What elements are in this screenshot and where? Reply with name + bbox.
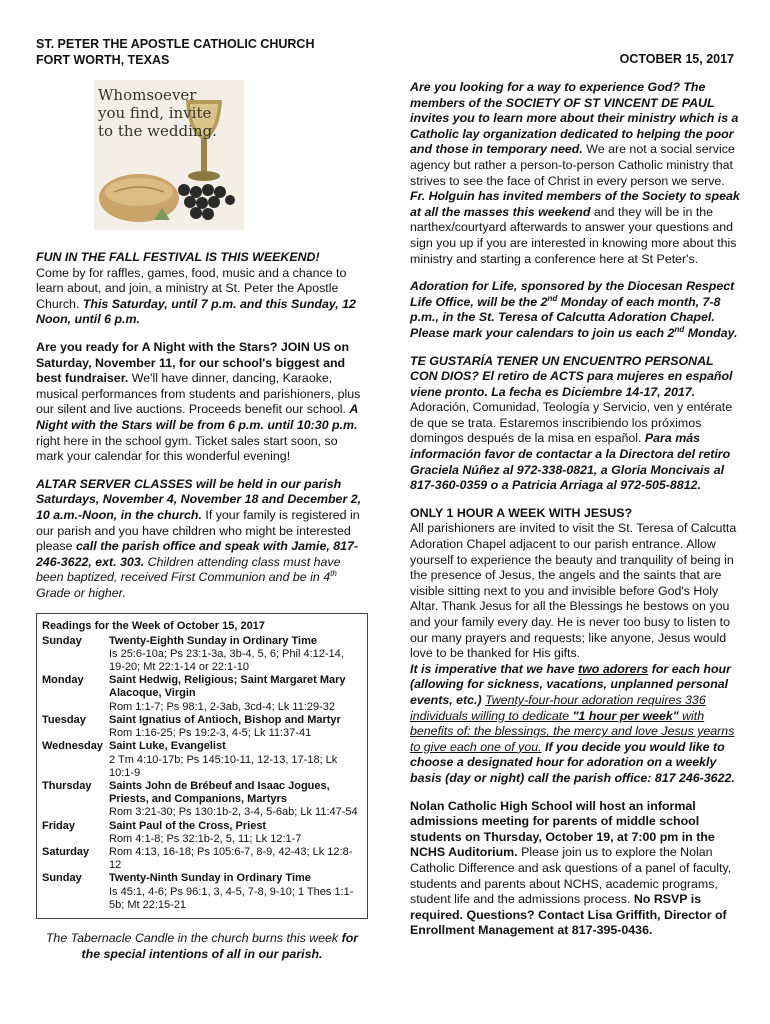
reading-row (42, 780, 362, 820)
imp-a: It is imperative that we have (410, 661, 575, 676)
church-name: ST. PETER THE APOSTLE CATHOLIC CHURCH (36, 37, 315, 51)
left-column (36, 80, 368, 962)
svdp-invite: Fr. Holguin has invited members of the Society to speak at all the masses this weekend (410, 189, 740, 219)
imp-b: for each hour (allowing for sickness, vacations, unplanned personal events, etc.) (410, 661, 731, 707)
stars-end: right here in the school gym. Ticket sales start soon, so mark your calendar for this wonderful evening! (36, 433, 338, 464)
afl-b: Monday of each month, 7-8 p.m., in the St. Teresa of Calcutta Adoration Chapel. Please mark your calendars to join us each 2 (410, 294, 721, 340)
under-b: with benefits of: the blessings, the mercy and love Jesus yearns to give each one of you. (410, 708, 735, 754)
festival-title: FUN IN THE FALL FESTIVAL IS THIS WEEKEND! (36, 250, 320, 264)
candle-intention: for the special intentions of all in our parish. (81, 930, 359, 961)
altar-req-a: Children attending class must have been baptized, received First Communion and be in 4 (36, 554, 341, 585)
reading-body (109, 846, 362, 872)
reading-feast-title: Saint Paul of the Cross, Priest (109, 819, 267, 832)
right-column (410, 80, 740, 951)
church-city: FORT WORTH, TEXAS (36, 53, 170, 67)
reading-body (109, 674, 362, 714)
reading-day: Thursday (42, 779, 92, 792)
stars-intro: Are you ready for A Night with the Stars? JOIN US on Saturday, November 11, for our school's biggest and best fundraiser. (36, 339, 350, 386)
nolan-close: No RSVP is required. Questions? Contact Lisa Griffith, Director of Enrollment Management at 817-395-0436. (410, 892, 727, 938)
festival-body: Come by for raffles, games, food, music and a chance to learn about, and join, a ministry at St. Peter the Apostle Church. (36, 265, 347, 311)
reading-feast-title: Saint Ignatius of Antioch, Bishop and Martyr (109, 713, 341, 726)
reading-day: Sunday (42, 872, 82, 885)
reading-citations: Rom 4:13, 16-18; Ps 105:6-7, 8-9, 42-43; Lk 12:8-12 (109, 845, 353, 872)
weekly-readings-box (36, 613, 368, 918)
festival-notice (36, 250, 368, 328)
reading-feast-title: Twenty-Eighth Sunday in Ordinary Time (109, 634, 318, 647)
tabernacle-candle-note (36, 931, 368, 962)
reading-row (42, 820, 362, 846)
altar-req-sup: th (330, 569, 337, 579)
wedding-chalice-image (94, 80, 244, 230)
reading-body (109, 635, 362, 675)
invite-line-2: you find, invite (98, 104, 212, 122)
under-quote: "1 hour per week" (572, 708, 679, 723)
imp-underline: two adorers (578, 661, 649, 676)
altar-lead: ALTAR SERVER CLASSES will be held in our parish Saturdays, November 4, November 18 and December 2, 10 a.m.-Noon, in the church. (36, 476, 362, 522)
afl-c: Monday. (687, 325, 738, 340)
candle-text: The Tabernacle Candle in the church burns this week (45, 930, 339, 945)
stars-time: A Night with the Stars will be from 6 p.m. until 10:30 p.m. (36, 402, 358, 432)
reading-day: Monday (42, 674, 84, 687)
reading-feast-title: Twenty-Ninth Sunday in Ordinary Time (109, 872, 311, 885)
stars-notice (36, 340, 368, 465)
reading-citations: Is 45:1, 4-6; Ps 96:1, 3, 4-5, 7-8, 9-10; 1 Thes 1:1-5b; Mt 22:15-21 (109, 885, 354, 911)
reading-row (42, 635, 362, 675)
altar-mid: If your family is registered in our parish and you have children who might be interested please (36, 507, 360, 554)
invite-line-1: Whomsoever (98, 86, 197, 104)
jesus-close: If you decide you would like to choose a designated hour for adoration on a weekly basis (day or night) call the parish office: 817 246-3622. (410, 739, 735, 785)
svdp-lead: Are you looking for a way to experience God? The members of the SOCIETY OF ST VINCENT DE PAUL invites you to learn more about their ministry which is a Catholic lay organization dedicated to helping the poor and those in temporary need. (410, 80, 739, 157)
bulletin-header (36, 36, 314, 68)
reading-row (42, 714, 362, 740)
reading-feast-title: Saints John de Brébeuf and Isaac Jogues, Priests, and Companions, Martyrs (109, 779, 330, 806)
reading-day: Wednesday (42, 740, 103, 753)
reading-body (109, 740, 362, 780)
afl-sup2: nd (674, 324, 685, 334)
reading-citations: Rom 4:1-8; Ps 32:1b-2, 5, 11; Lk 12:1-7 (109, 832, 302, 845)
acts-contact: Para más información favor de contactar a la Directora del retiro Graciela Núñez al 972-338-0821, a Gloria Moncivais al 817-360-0359 o a Patricia Arriaga al 972-505-8812. (410, 431, 731, 493)
reading-feast-title: Saint Hedwig, Religious; Saint Margaret Mary Alacoque, Virgin (109, 674, 346, 700)
wedding-invite-text (98, 86, 217, 140)
reading-row (42, 740, 362, 780)
reading-citations: Rom 1:16-25; Ps 19:2-3, 4-5; Lk 11:37-41 (109, 727, 312, 740)
altar-call: call the parish office and speak with Jamie, 817-246-3622, ext. 303. (36, 539, 359, 569)
svdp-end: and they will be in the narthex/courtyard afterwards to answer your questions and sign you up if you are interested in knowing more about this ministry and starting a conference here at St Peter's. (410, 204, 737, 266)
reading-day: Tuesday (42, 713, 86, 726)
acts-lead: TE GUSTARÍA TENER UN ENCUENTRO PERSONAL CON DIOS? El retiro de ACTS para mujeres en español viene pronto. La fecha es Diciembre 14-17, 2017. (410, 353, 733, 399)
festival-times: This Saturday, until 7 p.m. and this Sunday, 12 Noon, until 6 p.m. (36, 296, 356, 327)
acts-body: Adoración, Comunidad, Teología y Servicio, ven y entérate de que se trata. Estaremos inscribiendo los próximos domingos después de la misa en español. (410, 400, 733, 446)
reading-citations: Rom 1:1-7; Ps 98:1, 2-3ab, 3cd-4; Lk 11:29-32 (109, 700, 336, 713)
jesus-title: ONLY 1 HOUR A WEEK WITH JESUS? (410, 505, 633, 520)
reading-body (109, 872, 362, 912)
under-a: Twenty-four-hour adoration requires 336 individuals willing to dedicate (410, 692, 706, 723)
reading-feast-title: Saint Luke, Evangelist (109, 740, 226, 753)
stars-body: We'll have dinner, dancing, Karaoke, musical performances from students and parishioners, plus our silent and live auctions. Proceeds benefit our school. (36, 371, 361, 417)
bulletin-date: OCTOBER 15, 2017 (619, 52, 734, 66)
reading-day: Friday (42, 819, 76, 832)
altar-server-notice (36, 477, 368, 602)
acts-retreat-notice (410, 354, 740, 494)
reading-row (42, 846, 362, 872)
readings-title: Readings for the Week of October 15, 2017 (42, 620, 265, 633)
adoration-for-life-notice (410, 279, 740, 341)
reading-body (109, 714, 362, 740)
reading-citations: 2 Tm 4:10-17b; Ps 145:10-11, 12-13, 17-18; Lk 10:1-9 (109, 753, 338, 779)
nolan-body: Please join us to explore the Nolan Catholic Difference and ask questions of a panel of faculty, students and parents about NCHS, academic programs, student life and the admissions process. (410, 845, 732, 907)
adoration-hour-notice (410, 506, 740, 787)
reading-day: Saturday (42, 845, 90, 858)
nolan-notice (410, 799, 740, 939)
readings-list (42, 635, 362, 912)
reading-row (42, 674, 362, 714)
reading-row (42, 872, 362, 912)
reading-day: Sunday (42, 634, 82, 647)
afl-sup1: nd (547, 293, 558, 303)
reading-citations: Is 25:6-10a; Ps 23:1-3a, 3b-4, 5, 6; Phil 4:12-14, 19-20; Mt 22:1-14 or 22:1-10 (109, 647, 344, 674)
reading-body (109, 780, 362, 820)
nolan-lead: Nolan Catholic High School will host an informal admissions meeting for parents of middle school students on Thursday, October 19, at 7:00 pm in the NCHS Auditorium. (410, 798, 715, 860)
svdp-notice (410, 80, 740, 267)
svdp-body: We are not a social service agency but rather a person-to-person Catholic ministry that strives to see the face of Christ in every person we serve. (410, 142, 735, 188)
afl-a: Adoration for Life, sponsored by the Diocesan Respect Life Office, will be the 2 (410, 279, 735, 309)
reading-citations: Rom 3:21-30; Ps 130:1b-2, 3-4, 5-6ab; Lk 11:47-54 (109, 806, 358, 819)
altar-req-b: Grade or higher. (36, 585, 126, 600)
invite-line-3: to the wedding. (98, 122, 217, 140)
reading-body (109, 820, 362, 846)
jesus-body: All parishioners are invited to visit the St. Teresa of Calcutta Adoration Chapel adjacent to our parish entrance. Allow yourself to experience the beauty and tranquility of being in the presence of Jesus, the angels and the saints that are visible sitting next to you and invisible before God's Holy Altar. Thank Jesus for all the Blessings he bestows on you and your family every day. He is never too busy to listen to our many prayers and requests; like anyone, Jesus would love to be thanked for His gifts. (410, 521, 737, 661)
